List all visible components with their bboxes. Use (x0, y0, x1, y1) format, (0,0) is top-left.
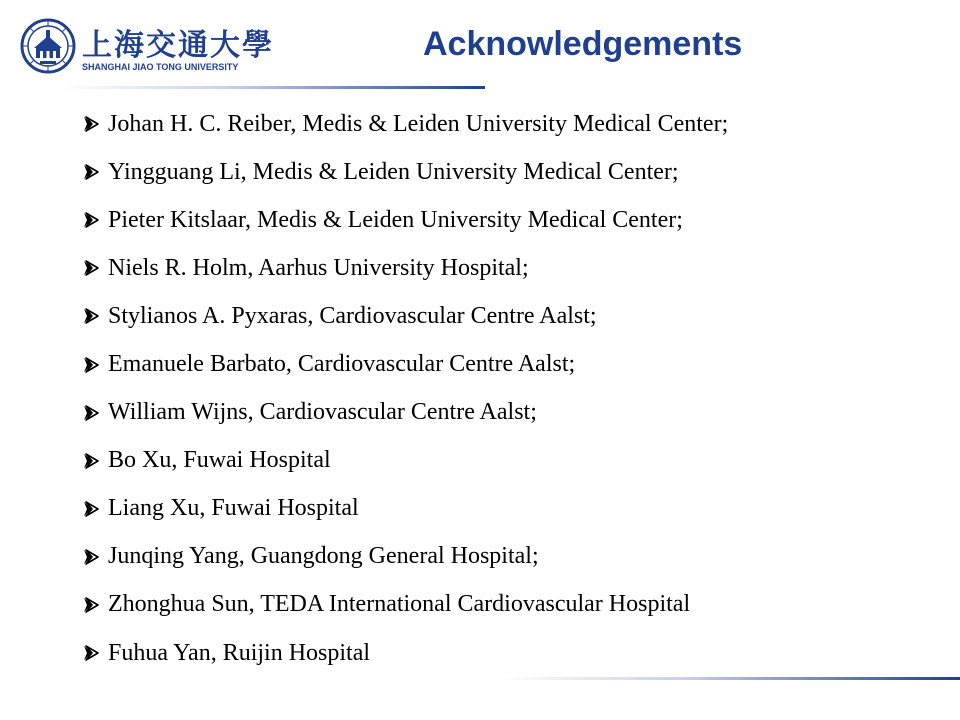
list-item-text: Bo Xu, Fuwai Hospital (108, 447, 331, 474)
list-item (82, 581, 728, 629)
list-item-text: Stylianos A. Pyxaras, Cardiovascular Centre Aalst; (108, 302, 597, 329)
arrow-bullet-icon (82, 542, 108, 572)
list-item (82, 244, 728, 292)
university-name-chinese: 上海交通大學 (82, 28, 274, 63)
arrow-bullet-icon (82, 350, 108, 380)
list-item-text: Liang Xu, Fuwai Hospital (108, 495, 359, 522)
arrow-bullet-icon (82, 301, 108, 331)
list-item (82, 340, 728, 388)
list-item-text: Pieter Kitslaar, Medis & Leiden University Medical Center; (108, 206, 683, 233)
list-item (82, 100, 728, 148)
arrow-bullet-icon (82, 398, 108, 428)
list-item-text: Yingguang Li, Medis & Leiden University Medical Center; (108, 158, 679, 185)
slide-title: Acknowledgements (423, 25, 743, 63)
list-item-text: Fuhua Yan, Ruijin Hospital (108, 639, 371, 666)
arrow-bullet-icon (82, 638, 108, 668)
arrow-bullet-icon (82, 590, 108, 620)
acknowledgements-list (82, 100, 728, 677)
arrow-bullet-icon (82, 205, 108, 235)
university-seal-icon (20, 18, 76, 74)
list-item (82, 533, 728, 581)
university-name-english: SHANGHAI JIAO TONG UNIVERSITY (82, 62, 239, 72)
arrow-bullet-icon (82, 157, 108, 187)
list-item-text: Niels R. Holm, Aarhus University Hospital; (108, 254, 529, 281)
list-item-text: Emanuele Barbato, Cardiovascular Centre Aalst; (108, 351, 576, 378)
arrow-bullet-icon (82, 494, 108, 524)
list-item (82, 196, 728, 244)
list-item (82, 485, 728, 533)
arrow-bullet-icon (82, 253, 108, 283)
list-item-text: Johan H. C. Reiber, Medis & Leiden University Medical Center; (108, 110, 729, 137)
university-logo (20, 18, 274, 76)
title-underline (60, 86, 485, 89)
arrow-bullet-icon (82, 109, 108, 139)
footer-rule (500, 677, 960, 680)
list-item-text: Zhonghua Sun, TEDA International Cardiovascular Hospital (108, 591, 691, 618)
list-item-text: Junqing Yang, Guangdong General Hospital; (108, 543, 539, 570)
list-item (82, 437, 728, 485)
list-item (82, 292, 728, 340)
list-item (82, 629, 728, 677)
list-item (82, 148, 728, 196)
arrow-bullet-icon (82, 446, 108, 476)
list-item (82, 389, 728, 437)
list-item-text: William Wijns, Cardiovascular Centre Aalst; (108, 399, 537, 426)
